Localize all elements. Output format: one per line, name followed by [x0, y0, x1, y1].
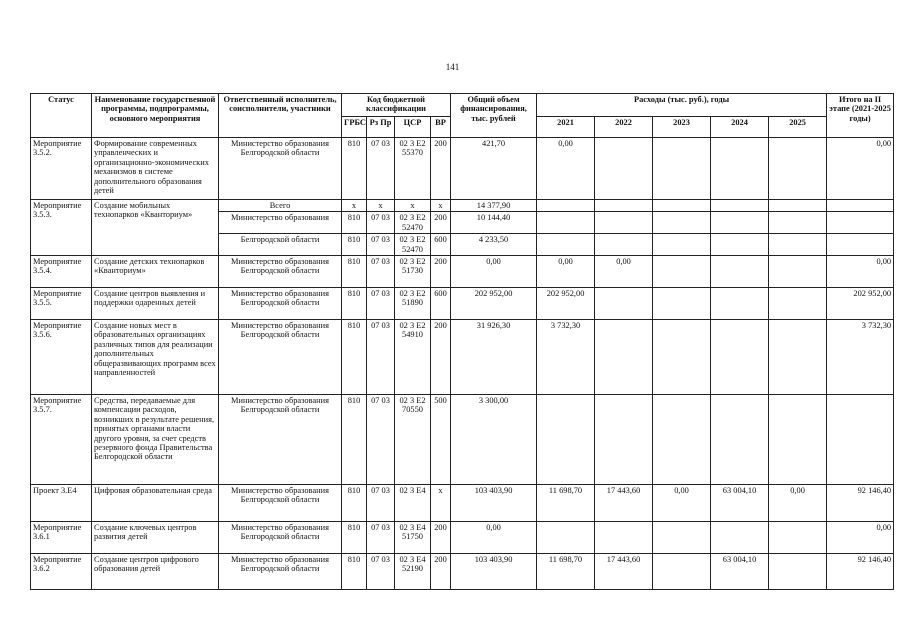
row-2025 — [769, 320, 827, 395]
row-grbs: 810 — [342, 212, 367, 234]
row-stage-total: 92 146,40 — [827, 554, 894, 590]
row-2021: 11 698,70 — [537, 485, 595, 522]
row-2022: 0,00 — [595, 256, 653, 288]
table-row — [31, 522, 894, 554]
row-2025: 0,00 — [769, 485, 827, 522]
row-total: 0,00 — [451, 256, 537, 288]
row-2021 — [537, 522, 595, 554]
row-2023 — [653, 256, 711, 288]
row-2021 — [537, 200, 595, 212]
row-vr: 200 — [431, 138, 451, 200]
header-name: Наименование государственной программы, подпрограммы, основного мероприятия — [92, 94, 219, 138]
row-status: Проект 3.Е4 — [31, 485, 92, 522]
row-2022 — [595, 234, 653, 256]
row-name: Формирование современных управленческих и организационно-экономических механизмов в системе дополнительного образования детей — [92, 138, 219, 200]
header-grbs: ГРБС — [342, 117, 367, 138]
row-2023 — [653, 212, 711, 234]
header-stage-total: Итого на II этапе (2021-2025 годы) — [827, 94, 894, 138]
row-name: Средства, передаваемые для компенсации расходов, возникших в результате решения, принятых органами власти другого уровня, за счет средств резервного фонда Правительства Белгородской области — [92, 395, 219, 485]
row-2025 — [769, 256, 827, 288]
row-name: Создание ключевых центров развития детей — [92, 522, 219, 554]
row-executor: Министерство образования — [219, 212, 342, 234]
row-grbs: 810 — [342, 554, 367, 590]
row-total: 421,70 — [451, 138, 537, 200]
row-2022: 17 443,60 — [595, 485, 653, 522]
row-rz: 07 03 — [367, 554, 395, 590]
row-name: Создание детских технопарков «Кванториум» — [92, 256, 219, 288]
row-vr: 600 — [431, 234, 451, 256]
row-status: Мероприятие 3.5.6. — [31, 320, 92, 395]
row-grbs: 810 — [342, 138, 367, 200]
row-grbs: 810 — [342, 522, 367, 554]
row-2021: 0,00 — [537, 138, 595, 200]
table-row — [31, 288, 894, 320]
row-executor: Министерство образования Белгородской области — [219, 288, 342, 320]
row-total: 0,00 — [451, 522, 537, 554]
row-vr: 200 — [431, 212, 451, 234]
row-csr: 02 3 Е2 51730 — [395, 256, 431, 288]
header-total: Общий объем финансирования, тыс. рублей — [451, 94, 537, 138]
row-2023 — [653, 522, 711, 554]
row-rz: 07 03 — [367, 485, 395, 522]
row-stage-total — [827, 234, 894, 256]
row-2023 — [653, 234, 711, 256]
row-2022 — [595, 138, 653, 200]
row-2022 — [595, 288, 653, 320]
row-executor: Всего — [219, 200, 342, 212]
row-csr: 02 3 Е2 70550 — [395, 395, 431, 485]
table-row — [31, 200, 894, 212]
row-total: 31 926,30 — [451, 320, 537, 395]
row-executor: Министерство образования Белгородской области — [219, 138, 342, 200]
row-stage-total: 0,00 — [827, 138, 894, 200]
row-stage-total — [827, 200, 894, 212]
table-row — [31, 395, 894, 485]
row-executor: Министерство образования Белгородской области — [219, 256, 342, 288]
row-2025 — [769, 522, 827, 554]
row-executor: Министерство образования Белгородской области — [219, 554, 342, 590]
table-header — [31, 94, 894, 138]
row-name: Создание новых мест в образовательных организациях различных типов для реализации дополнительных общеразвивающих программ всех направленностей — [92, 320, 219, 395]
row-2024: 63 004,10 — [711, 485, 769, 522]
row-2025 — [769, 200, 827, 212]
row-status: Мероприятие 3.5.5. — [31, 288, 92, 320]
row-rz: 07 03 — [367, 288, 395, 320]
row-2024: 63 004,10 — [711, 554, 769, 590]
row-name: Создание центров цифрового образования детей — [92, 554, 219, 590]
row-total: 4 233,50 — [451, 234, 537, 256]
row-rz: 07 03 — [367, 138, 395, 200]
row-2025 — [769, 395, 827, 485]
row-total: 10 144,40 — [451, 212, 537, 234]
row-total: 3 300,00 — [451, 395, 537, 485]
header-2021: 2021 — [537, 117, 595, 138]
table-row — [31, 256, 894, 288]
row-vr: 600 — [431, 288, 451, 320]
header-budget-code: Код бюджетной классификации — [342, 94, 451, 117]
table-row — [31, 485, 894, 522]
row-stage-total: 92 146,40 — [827, 485, 894, 522]
header-executor: Ответственный исполнитель, соисполнители, участники — [219, 94, 342, 138]
row-2024 — [711, 256, 769, 288]
row-stage-total: 0,00 — [827, 256, 894, 288]
row-status: Мероприятие 3.5.2. — [31, 138, 92, 200]
row-stage-total — [827, 212, 894, 234]
row-2024 — [711, 212, 769, 234]
row-rz: 07 03 — [367, 395, 395, 485]
header-2023: 2023 — [653, 117, 711, 138]
row-csr: 02 3 Е2 52470 — [395, 234, 431, 256]
row-grbs: 810 — [342, 256, 367, 288]
row-2021 — [537, 395, 595, 485]
row-2023: 0,00 — [653, 485, 711, 522]
row-vr: 200 — [431, 554, 451, 590]
row-2022 — [595, 395, 653, 485]
row-csr: 02 3 Е4 51750 — [395, 522, 431, 554]
header-vr: ВР — [431, 117, 451, 138]
table-body — [31, 138, 894, 590]
table-row — [31, 554, 894, 590]
row-status: Мероприятие 3.5.7. — [31, 395, 92, 485]
row-2025 — [769, 138, 827, 200]
row-2024 — [711, 138, 769, 200]
row-total: 103 403,90 — [451, 485, 537, 522]
row-csr: 02 3 Е2 54910 — [395, 320, 431, 395]
row-2022: 17 443,60 — [595, 554, 653, 590]
row-csr: х — [395, 200, 431, 212]
row-csr: 02 3 Е2 55370 — [395, 138, 431, 200]
row-executor: Министерство образования Белгородской области — [219, 485, 342, 522]
row-stage-total: 0,00 — [827, 522, 894, 554]
row-2024 — [711, 522, 769, 554]
row-2022 — [595, 522, 653, 554]
row-vr: х — [431, 200, 451, 212]
row-2024 — [711, 234, 769, 256]
row-stage-total — [827, 395, 894, 485]
header-2025: 2025 — [769, 117, 827, 138]
row-2025 — [769, 554, 827, 590]
row-stage-total: 3 732,30 — [827, 320, 894, 395]
row-2021: 0,00 — [537, 256, 595, 288]
row-csr: 02 3 Е4 — [395, 485, 431, 522]
row-2021: 11 698,70 — [537, 554, 595, 590]
row-vr: 200 — [431, 320, 451, 395]
header-rz: Рз Пр — [367, 117, 395, 138]
row-2023 — [653, 320, 711, 395]
header-status: Статус — [31, 94, 92, 138]
row-2024 — [711, 200, 769, 212]
row-name: Создание центров выявления и поддержки одаренных детей — [92, 288, 219, 320]
row-status: Мероприятие 3.6.1 — [31, 522, 92, 554]
header-2024: 2024 — [711, 117, 769, 138]
row-csr: 02 3 Е4 52190 — [395, 554, 431, 590]
row-vr: х — [431, 485, 451, 522]
row-status: Мероприятие 3.6.2 — [31, 554, 92, 590]
row-vr: 200 — [431, 256, 451, 288]
row-2024 — [711, 320, 769, 395]
row-2024 — [711, 288, 769, 320]
table-row — [31, 320, 894, 395]
row-executor: Министерство образования Белгородской области — [219, 522, 342, 554]
row-executor: Министерство образования Белгородской области — [219, 395, 342, 485]
row-2023 — [653, 288, 711, 320]
row-total: 202 952,00 — [451, 288, 537, 320]
row-grbs: 810 — [342, 320, 367, 395]
row-rz: 07 03 — [367, 212, 395, 234]
row-2021 — [537, 212, 595, 234]
row-name: Создание мобильных технопарков «Кванториум» — [92, 200, 219, 256]
row-total: 14 377,90 — [451, 200, 537, 212]
budget-table — [30, 93, 894, 590]
row-executor: Министерство образования Белгородской области — [219, 320, 342, 395]
row-rz: 07 03 — [367, 234, 395, 256]
header-csr: ЦСР — [395, 117, 431, 138]
row-csr: 02 3 Е2 52470 — [395, 212, 431, 234]
row-grbs: 810 — [342, 395, 367, 485]
row-grbs: 810 — [342, 485, 367, 522]
header-2022: 2022 — [595, 117, 653, 138]
row-grbs: х — [342, 200, 367, 212]
row-2025 — [769, 288, 827, 320]
row-2025 — [769, 234, 827, 256]
row-status: Мероприятие 3.5.4. — [31, 256, 92, 288]
row-rz: х — [367, 200, 395, 212]
row-rz: 07 03 — [367, 522, 395, 554]
row-vr: 200 — [431, 522, 451, 554]
row-2022 — [595, 212, 653, 234]
row-grbs: 810 — [342, 234, 367, 256]
row-2022 — [595, 200, 653, 212]
row-2023 — [653, 200, 711, 212]
row-2021: 202 952,00 — [537, 288, 595, 320]
row-executor: Белгородской области — [219, 234, 342, 256]
row-csr: 02 3 Е2 51890 — [395, 288, 431, 320]
row-vr: 500 — [431, 395, 451, 485]
header-expenses: Расходы (тыс. руб.), годы — [537, 94, 827, 117]
row-2022 — [595, 320, 653, 395]
row-grbs: 810 — [342, 288, 367, 320]
row-2024 — [711, 395, 769, 485]
row-rz: 07 03 — [367, 320, 395, 395]
row-total: 103 403,90 — [451, 554, 537, 590]
row-stage-total: 202 952,00 — [827, 288, 894, 320]
row-2023 — [653, 554, 711, 590]
row-rz: 07 03 — [367, 256, 395, 288]
page-number: 141 — [445, 62, 460, 72]
row-name: Цифровая образовательная среда — [92, 485, 219, 522]
row-2021: 3 732,30 — [537, 320, 595, 395]
row-2021 — [537, 234, 595, 256]
table-row — [31, 138, 894, 200]
row-2023 — [653, 138, 711, 200]
row-2023 — [653, 395, 711, 485]
row-status: Мероприятие 3.5.3. — [31, 200, 92, 256]
row-2025 — [769, 212, 827, 234]
